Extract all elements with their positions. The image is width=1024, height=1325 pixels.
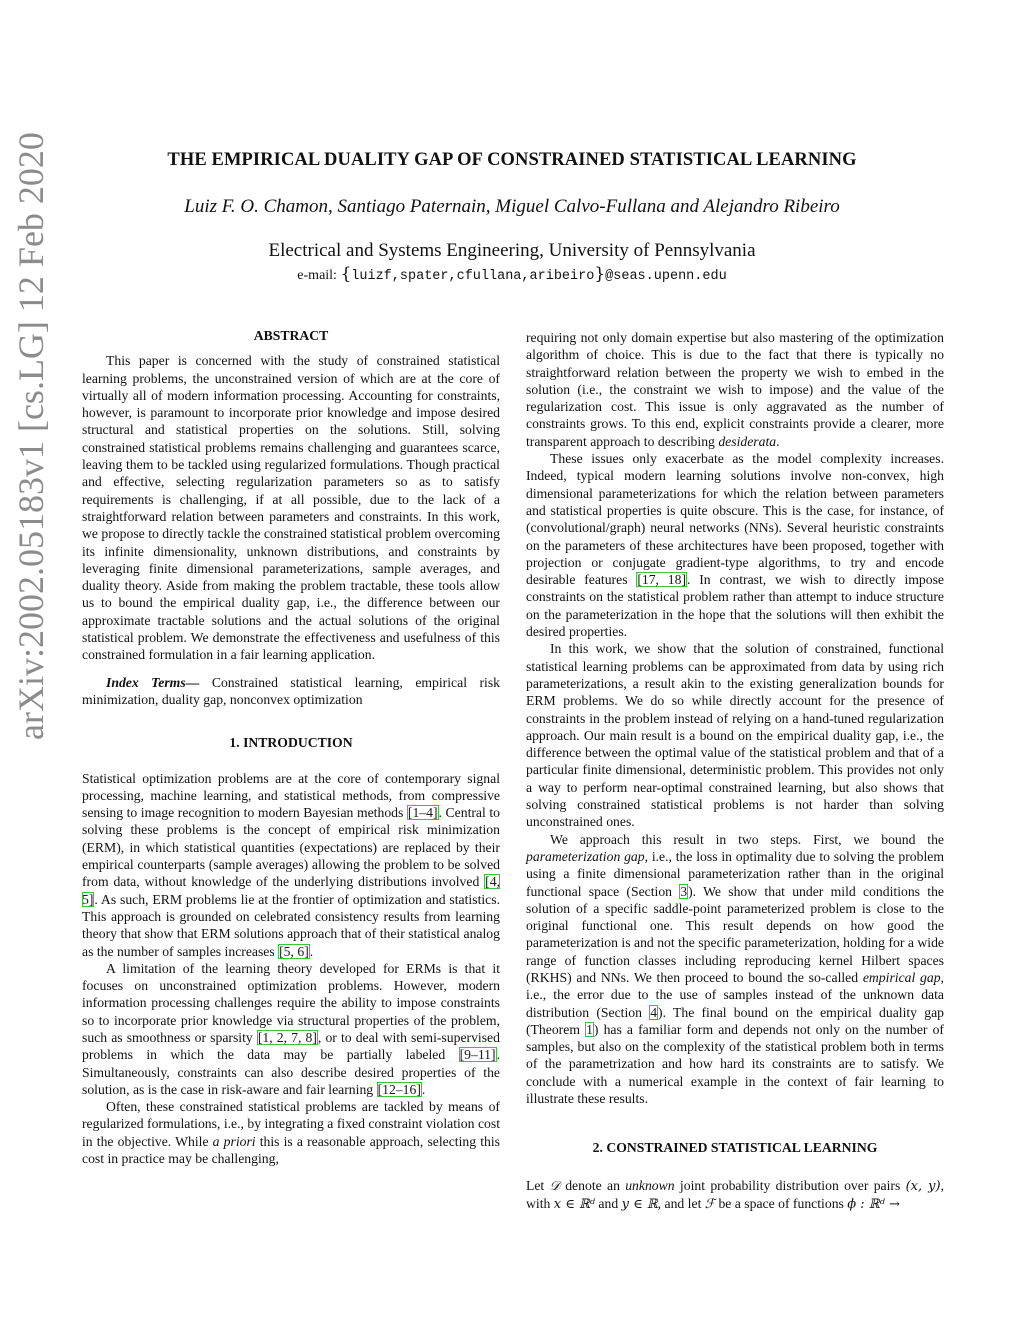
intro-heading: 1. INTRODUCTION bbox=[229, 735, 353, 751]
intro-paragraph-2: A limitation of the learning theory developed for ERMs is that it focuses on unconstrained optimization problems. However, modern information processing challenges require the ability to impose constraints so to incorporate prior knowledge via structural properties of the problem, such as smoothness or sparsity [1, 2, 7, 8], or to deal with semi-supervised problems in which the data may be partially labeled [9–11]. Simultaneously, constraints can also describe desired properties of the solution, as is the case in risk-aware and fair learning [12–16]. bbox=[82, 960, 500, 1097]
intro-paragraph-3: Often, these constrained statistical problems are tackled by means of regularized formulations, i.e., by integrating a fixed constraint violation cost in the objective. While a priori this is a reasonable approach, selecting this cost in practice may be challenging, bbox=[82, 1099, 500, 1167]
abstract-heading: ABSTRACT bbox=[253, 328, 329, 343]
email-line bbox=[0, 264, 1024, 284]
index-terms-label: Index Terms— bbox=[106, 674, 200, 690]
intro-paragraph-1: Statistical optimization problems are at the core of contemporary signal processing, machine learning, and statistical methods, from compressive sensing to image recognition to modern Bayesian methods [1–4]. Central to solving these problems is the concept of empirical risk minimization (ERM), in which statistical quantities (expectations) are replaced by their empirical counterparts (sample averages) allowing the problem to be solved from data, without knowledge of the underlying distributions involved [4, 5]. As such, ERM problems lie at the frontier of optimization and statistics. This approach is grounded on celebrated consistency results from learning theory that show that ERM solutions approach that of their statistical analog as the number of samples increases [5, 6]. bbox=[82, 770, 500, 959]
affiliation: Electrical and Systems Engineering, University of Pennsylvania bbox=[268, 240, 756, 261]
citation-link[interactable]: [1–4] bbox=[407, 805, 438, 821]
citation-link[interactable]: [12–16] bbox=[377, 1081, 421, 1097]
right-column bbox=[526, 329, 944, 1213]
email-open-brace: { bbox=[340, 264, 352, 284]
right-paragraph-4: We approach this result in two steps. First, we bound the parameterization gap, i.e., the loss in optimality due to solving the problem using a finite dimensional parameterization rather than in the original functional space (Section 3). We show that under mild conditions the solution of a specific saddle-point parameterized problem is close to the original functional one. This result depends on how good the parameterization is and not the specific parameterization, holding for a wide range of function classes including reproducing kernel Hilbert spaces (RKHS) and NNs. We then proceed to bound the so-called empirical gap, i.e., the error due to the use of samples instead of the unknown data distribution (Section 4). The final bound on the empirical duality gap (Theorem 1) has a familiar form and depends not only on the number of samples, but also on the complexity of the statistical problem both in terms of the parametrization and how hard its constraints are to satisfy. We conclude with a numerical example in the context of fair learning to illustrate these results. bbox=[526, 831, 945, 1107]
section-link[interactable]: 3 bbox=[680, 883, 688, 899]
left-column bbox=[82, 327, 500, 1167]
citation-link[interactable]: [1, 2, 7, 8] bbox=[257, 1029, 317, 1045]
email-close-brace: } bbox=[594, 264, 606, 284]
index-terms-text: Constrained statistical learning, empirical risk minimization, duality gap, nonconvex optimization bbox=[82, 674, 500, 707]
paper-authors: Luiz F. O. Chamon, Santiago Paternain, Miguel Calvo-Fullana and Alejandro Ribeiro bbox=[184, 196, 840, 217]
theorem-link[interactable]: 1 bbox=[586, 1021, 593, 1037]
citation-link[interactable]: [17, 18] bbox=[637, 572, 687, 588]
section-2-paragraph: Let 𝒟 denote an unknown joint probability distribution over pairs (x, y), with x ∈ ℝᵈ and y ∈ ℝ, and let ℱ be a space of functions ϕ : ℝᵈ → bbox=[526, 1177, 944, 1212]
email-label: e-mail: bbox=[297, 268, 337, 283]
section-2-heading: 2. CONSTRAINED STATISTICAL LEARNING bbox=[592, 1140, 878, 1156]
abstract-text: This paper is concerned with the study of constrained statistical learning problems, the unconstrained version of which are at the core of virtually all of modern information processing. Accounting for constraints, however, is paramount to incorporate prior knowledge and impose desired structural and statistical properties on the solutions. Still, solving constrained statistical problems remains challenging and guarantees scarce, leaving them to be tackled using regularized formulations. Though practical and effective, selecting regularization parameters so as to satisfy requirements is challenging, if at all possible, due to the lack of a straightforward relation between parameters and constraints. In this work, we propose to directly tackle the constrained statistical problem overcoming its infinite dimensionality, unknown distributions, and constraints by leveraging finite dimensional parameterizations, sample averages, and duality theory. Aside from making the problem tractable, these tools allow us to bound the empirical duality gap, i.e., the difference between our approximate tractable solutions and the actual solutions of the original statistical problem. We demonstrate the effectiveness and usefulness of this constrained formulation in a fair learning application. bbox=[82, 353, 500, 663]
right-paragraph-2: These issues only exacerbate as the model complexity increases. Indeed, typical modern learning solutions involve non-convex, high dimensional parameterizations for which the relation between parameters and statistical properties is quite obscure. This is the case, for instance, of (convolutional/graph) neural networks (NNs). Several heuristic constraints on the parameters of these architectures have been proposed, together with projection or conjugate gradient-type algorithms, to try and encode desirable features [17, 18]. In contrast, we wish to directly impose constraints on the statistical problem rather than attempt to induce structure on the parameterization in the hope that the solutions will then exhibit the desired properties. bbox=[526, 451, 944, 640]
arxiv-side-stamp: arXiv:2002.05183v1 [cs.LG] 12 Feb 2020 bbox=[11, 132, 51, 740]
index-terms bbox=[82, 674, 500, 709]
citation-link[interactable]: [9–11] bbox=[459, 1047, 496, 1063]
right-paragraph-3: In this work, we show that the solution of constrained, functional statistical learning problems can be approximated from data by using rich parameterizations, a result akin to the existing generalization bounds for ERM problems. We do so while directly account for the presence of constraints in the problem instead of relying on a hand-tuned regularization approach. Our main result is a bound on the empirical duality gap, i.e., the difference between the optimal value of the statistical problem and that of a particular finite dimensional, deterministic problem. This provides not only a way to perform near-optimal constrained learning, but also shows that solving constrained statistical problems is not harder than solving unconstrained ones. bbox=[526, 641, 944, 830]
paper-title: THE EMPIRICAL DUALITY GAP OF CONSTRAINED STATISTICAL LEARNING bbox=[167, 150, 857, 170]
section-link[interactable]: 4 bbox=[650, 1004, 658, 1020]
email-domain: @seas.upenn.edu bbox=[605, 269, 727, 284]
right-paragraph-1: requiring not only domain expertise but also mastering of the optimization algorithm of choice. This is due to the fact that there is typically no straightforward relation between the property we wish to embed in the solution (i.e., the constraint we wish to impose) and the value of the regularization cost. This issue is only aggravated as the number of constraints grows. To this end, explicit constraints provide a clearer, more transparent approach to describing desiderata. bbox=[526, 330, 944, 449]
citation-link[interactable]: [5, 6] bbox=[279, 943, 309, 959]
citation-link[interactable]: [4, 5] bbox=[82, 874, 500, 907]
email-names: luizf,spater,cfullana,aribeiro bbox=[351, 269, 595, 284]
